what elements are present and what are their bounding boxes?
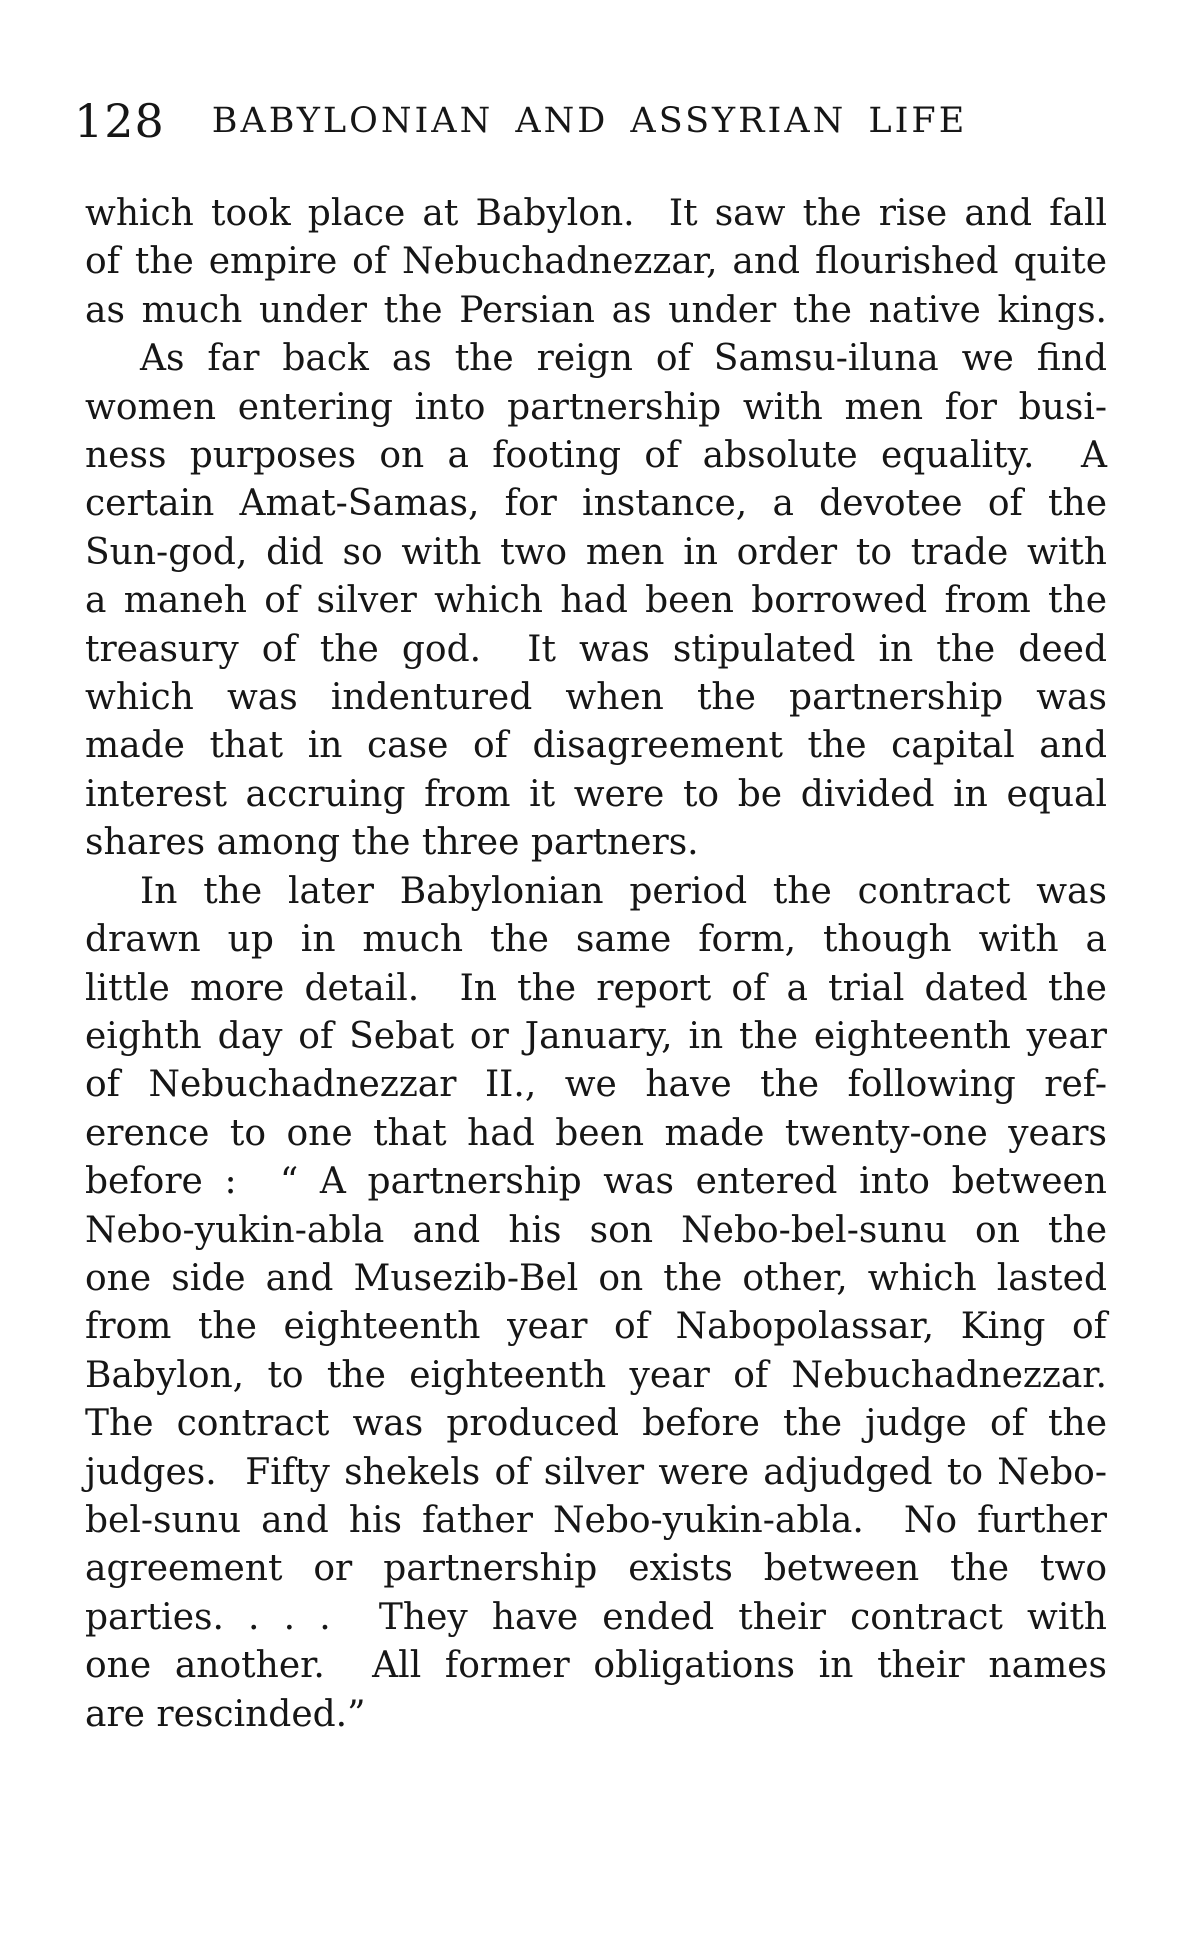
text-line: agreement or partnership exists between the two (85, 1548, 1107, 1590)
text-line: ness purposes on a footing of absolute equality. A (85, 435, 1107, 477)
text-line: one another. All former obligations in their names (85, 1645, 1107, 1687)
text-line: of the empire of Nebuchadnezzar, and flourished quite (85, 241, 1107, 283)
text-line: as much under the Persian as under the native kings. (85, 289, 1107, 331)
text-line: judges. Fifty shekels of silver were adjudged to Nebo- (85, 1451, 1107, 1493)
text-line: Nebo-yukin-abla and his son Nebo-bel-sunu on the (85, 1209, 1107, 1251)
page-header (0, 96, 1179, 156)
text-line: little more detail. In the report of a trial dated the (85, 967, 1107, 1009)
text-line: treasury of the god. It was stipulated in the deed (85, 628, 1107, 670)
text-line: erence to one that had been made twenty-one years (85, 1112, 1107, 1154)
page-body (85, 190, 1107, 1739)
text-line: eighth day of Sebat or January, in the eighteenth year (85, 1015, 1107, 1057)
text-line: As far back as the reign of Samsu-iluna we find (140, 338, 1107, 380)
text-line: which took place at Babylon. It saw the rise and fall (85, 193, 1107, 234)
text-line: Babylon, to the eighteenth year of Nebuchadnezzar. (85, 1354, 1107, 1396)
paragraph (85, 190, 1107, 335)
paragraph (85, 868, 1107, 1739)
text-line: women entering into partnership with men for busi- (85, 386, 1107, 428)
running-title: BABYLONIAN AND ASSYRIAN LIFE (211, 101, 968, 141)
text-line: made that in case of disagreement the capital and (85, 725, 1107, 767)
text-line: a maneh of silver which had been borrowed from the (85, 580, 1107, 622)
page-number: 128 (74, 94, 165, 148)
text-line: drawn up in much the same form, though with a (85, 919, 1107, 961)
text-line: interest accruing from it were to be divided in equal (85, 773, 1107, 815)
text-line: Sun-god, did so with two men in order to trade with (85, 531, 1107, 573)
text-line: certain Amat-Samas, for instance, a devotee of the (85, 483, 1107, 525)
text-line: one side and Musezib-Bel on the other, which lasted (85, 1257, 1107, 1299)
text-line: bel-sunu and his father Nebo-yukin-abla. No further (85, 1499, 1107, 1541)
text-line: of Nebuchadnezzar II., we have the following ref- (85, 1064, 1107, 1106)
text-line: In the later Babylonian period the contract was (140, 870, 1107, 912)
text-line: are rescinded.” (85, 1693, 366, 1735)
text-line: parties. . . . They have ended their contract with (85, 1596, 1107, 1638)
text-line: which was indentured when the partnership was (85, 677, 1107, 719)
text-line: from the eighteenth year of Nabopolassar, King of (85, 1306, 1107, 1348)
text-line: The contract was produced before the judge of the (85, 1403, 1107, 1445)
text-line: before : “ A partnership was entered into between (85, 1161, 1107, 1203)
paragraph (85, 335, 1107, 867)
text-line: shares among the three partners. (85, 822, 699, 864)
